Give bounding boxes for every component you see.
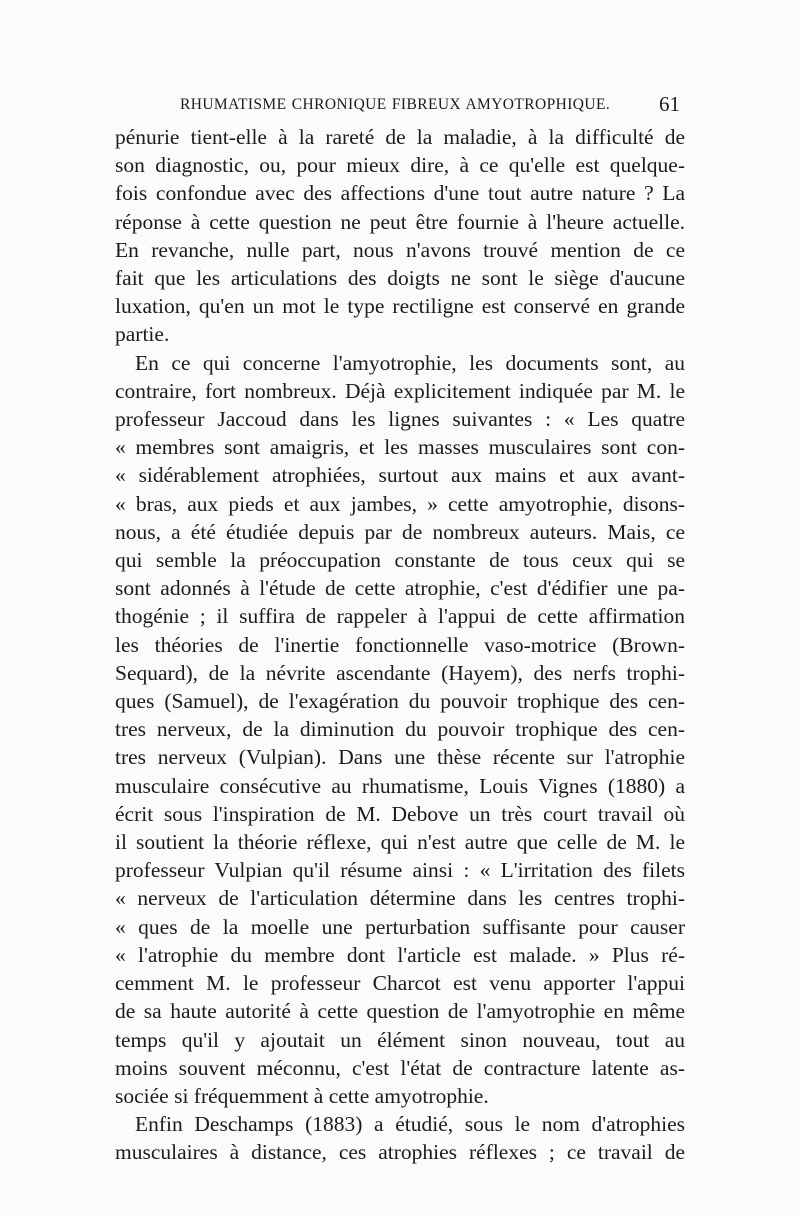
- text-line: En revanche, nulle part, nous n'avons trouvé mention de ce: [115, 237, 685, 262]
- text-line: « bras, aux pieds et aux jambes, » cette amyotrophie, disons-: [115, 491, 685, 516]
- text-line: « ques de la moelle une perturbation suffisante pour causer: [115, 914, 685, 939]
- text-line: partie.: [115, 322, 170, 347]
- text-line: écrit sous l'inspiration de M. Debove un très court travail où: [115, 801, 685, 826]
- text-line: son diagnostic, ou, pour mieux dire, à ce qu'elle est quelque-: [115, 153, 685, 178]
- text-line: qui semble la préoccupation constante de tous ceux qui se: [115, 548, 685, 573]
- text-line: Sequard), de la névrite ascendante (Hayem), des nerfs trophi-: [115, 660, 685, 685]
- text-line: contraire, fort nombreux. Déjà explicitement indiquée par M. le: [115, 378, 685, 403]
- text-line: sociée si fréquemment à cette amyotrophie.: [115, 1083, 489, 1108]
- text-line: musculaires à distance, ces atrophies réflexes ; ce travail de: [115, 1140, 685, 1165]
- text-line: En ce qui concerne l'amyotrophie, les documents sont, au: [135, 350, 685, 375]
- body-text: [115, 123, 685, 1167]
- text-line: temps qu'il y ajoutait un élément sinon nouveau, tout au: [115, 1027, 685, 1052]
- text-line: « membres sont amaigris, et les masses musculaires sont con-: [115, 435, 685, 460]
- text-line: cemment M. le professeur Charcot est venu apporter l'appui: [115, 971, 685, 996]
- text-line: « nerveux de l'articulation détermine dans les centres trophi-: [115, 886, 685, 911]
- text-line: professeur Jaccoud dans les lignes suivantes : « Les quatre: [115, 407, 685, 432]
- text-line: Enfin Deschamps (1883) a étudié, sous le nom d'atrophies: [135, 1112, 685, 1137]
- text-line: de sa haute autorité à cette question de l'amyotrophie en même: [115, 999, 685, 1024]
- text-line: pénurie tient-elle à la rareté de la maladie, à la difficulté de: [115, 125, 685, 149]
- text-line: tres nerveux (Vulpian). Dans une thèse récente sur l'atrophie: [115, 745, 685, 770]
- running-header: [180, 92, 680, 122]
- page-number: 61: [659, 92, 680, 116]
- running-title: RHUMATISME CHRONIQUE FIBREUX AMYOTROPHIQUE.: [180, 96, 611, 113]
- text-line: tres nerveux, de la diminution du pouvoir trophique des cen-: [115, 717, 685, 742]
- text-line: il soutient la théorie réflexe, qui n'est autre que celle de M. le: [115, 830, 685, 855]
- text-line: fait que les articulations des doigts ne sont le siège d'aucune: [115, 266, 685, 291]
- text-line: réponse à cette question ne peut être fournie à l'heure actuelle.: [115, 209, 685, 234]
- text-line: musculaire consécutive au rhumatisme, Louis Vignes (1880) a: [115, 773, 685, 798]
- text-line: moins souvent méconnu, c'est l'état de contracture latente as-: [115, 1055, 685, 1080]
- text-line: nous, a été étudiée depuis par de nombreux auteurs. Mais, ce: [115, 519, 685, 544]
- text-line: professeur Vulpian qu'il résume ainsi : « L'irritation des filets: [115, 858, 685, 883]
- text-line: luxation, qu'en un mot le type rectiligne est conservé en grande: [115, 294, 685, 319]
- text-line: thogénie ; il suffira de rappeler à l'appui de cette affirmation: [115, 604, 685, 629]
- text-line: « l'atrophie du membre dont l'article est malade. » Plus ré-: [115, 942, 685, 967]
- text-line: ques (Samuel), de l'exagération du pouvoir trophique des cen-: [115, 689, 685, 714]
- text-line: les théories de l'inertie fonctionnelle vaso-motrice (Brown-: [115, 632, 685, 657]
- text-line: « sidérablement atrophiées, surtout aux mains et aux avant-: [115, 463, 685, 488]
- text-line: sont adonnés à l'étude de cette atrophie, c'est d'édifier une pa-: [115, 576, 685, 601]
- text-line: fois confondue avec des affections d'une tout autre nature ? La: [115, 181, 685, 206]
